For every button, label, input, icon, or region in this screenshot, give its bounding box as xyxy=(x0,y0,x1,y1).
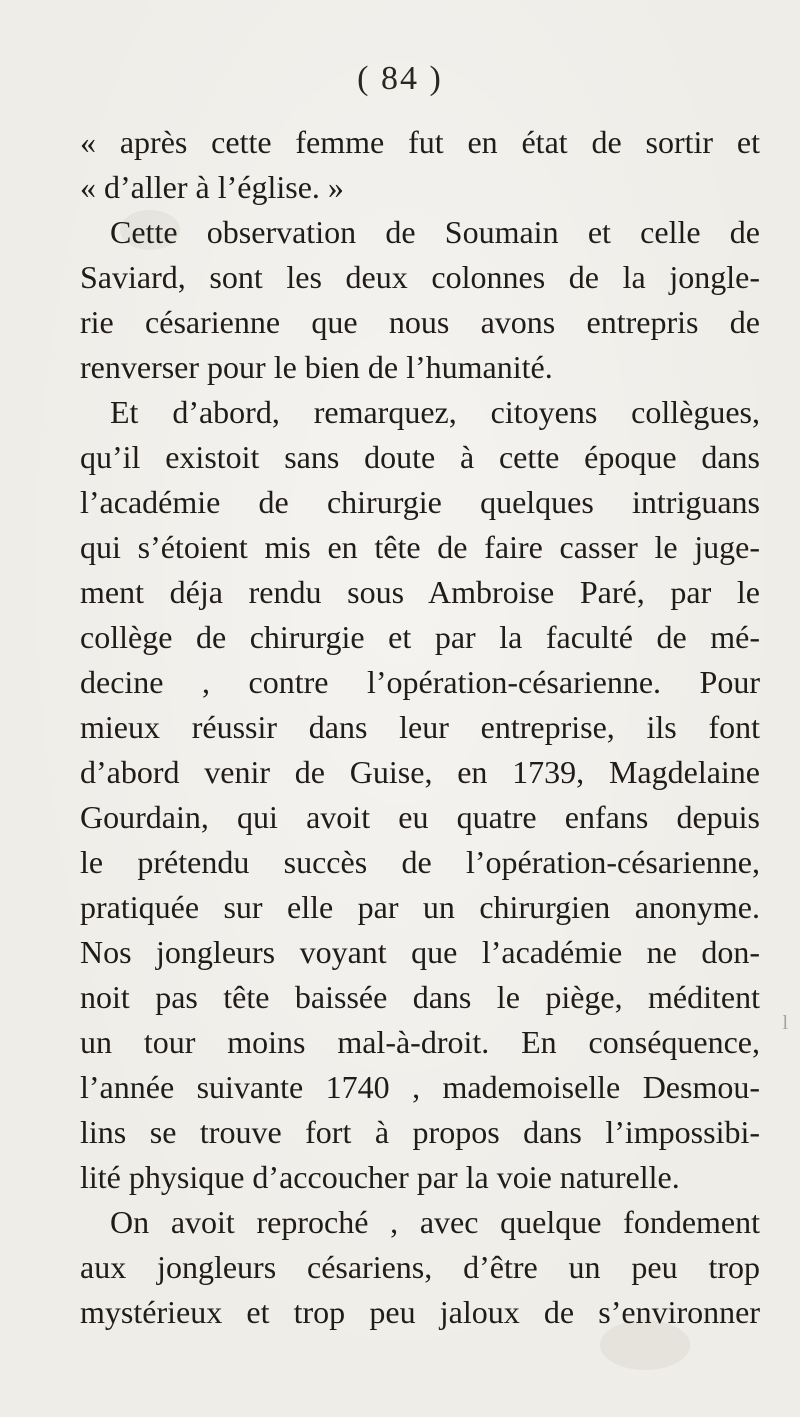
text-line: collège de chirurgie et par la faculté de mé- xyxy=(80,619,760,655)
body-text xyxy=(80,120,760,1335)
text-line: mystérieux et trop peu jaloux de s’environner xyxy=(80,1294,760,1330)
text-line: pratiquée sur elle par un chirurgien anonyme. xyxy=(80,889,760,925)
text-line: noit pas tête baissée dans le piège, méditent xyxy=(80,979,760,1015)
text-line: l’académie de chirurgie quelques intriguans xyxy=(80,484,760,520)
text-line: « après cette femme fut en état de sortir et xyxy=(80,124,760,160)
text-line: l’année suivante 1740 , mademoiselle Desmou- xyxy=(80,1069,760,1105)
text-line: renverser pour le bien de l’humanité. xyxy=(80,349,553,385)
text-line: Et d’abord, remarquez, citoyens collègues, xyxy=(110,394,760,430)
text-line: « d’aller à l’église. » xyxy=(80,169,344,205)
text-line: Saviard, sont les deux colonnes de la jongle- xyxy=(80,259,760,295)
text-line: rie césarienne que nous avons entrepris de xyxy=(80,304,760,340)
text-line: aux jongleurs césariens, d’être un peu trop xyxy=(80,1249,760,1285)
margin-mark: l xyxy=(782,1012,788,1034)
text-line: qui s’étoient mis en tête de faire casser le juge- xyxy=(80,529,760,565)
text-line: Nos jongleurs voyant que l’académie ne don- xyxy=(80,934,760,970)
text-line: lité physique d’accoucher par la voie naturelle. xyxy=(80,1159,680,1195)
text-line: Gourdain, qui avoit eu quatre enfans depuis xyxy=(80,799,760,835)
text-line: mieux réussir dans leur entreprise, ils font xyxy=(80,709,760,745)
page-number: ( 84 ) xyxy=(357,60,443,97)
text-line: qu’il existoit sans doute à cette époque dans xyxy=(80,439,760,475)
text-line: ment déja rendu sous Ambroise Paré, par le xyxy=(80,574,760,610)
text-line: decine , contre l’opération-césarienne. Pour xyxy=(80,664,760,700)
text-line: le prétendu succès de l’opération-césarienne, xyxy=(80,844,760,880)
text-line: un tour moins mal-à-droit. En conséquence, xyxy=(80,1024,760,1060)
text-line: On avoit reproché , avec quelque fondement xyxy=(110,1204,760,1240)
text-line: lins se trouve fort à propos dans l’impossibi- xyxy=(80,1114,760,1150)
text-line: Cette observation de Soumain et celle de xyxy=(110,214,760,250)
text-line: d’abord venir de Guise, en 1739, Magdelaine xyxy=(80,754,760,790)
